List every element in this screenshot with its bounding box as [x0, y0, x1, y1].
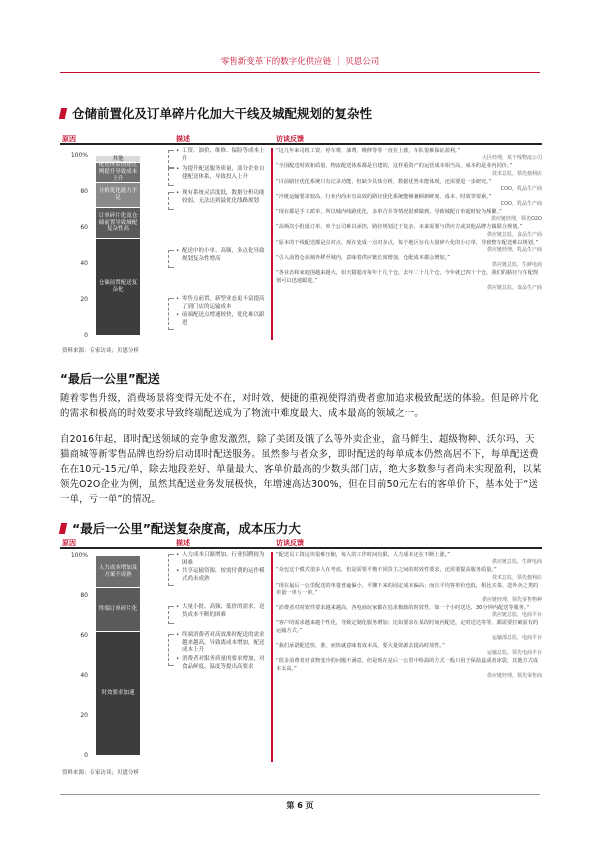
- page-number: 第 6 页: [286, 801, 314, 810]
- section3-header-rule: [60, 547, 542, 549]
- page-header: 零售新变革下的数字化供应链 ｜ 贝恩公司: [220, 57, 380, 67]
- description-group: [176, 148, 268, 164]
- section1-title: [60, 104, 372, 122]
- quote-item: [276, 148, 542, 162]
- section1-header-rule: [60, 143, 542, 145]
- section1-stacked-bar: [96, 156, 140, 336]
- description-item: • 零售点前置，新型业态更丰富提高了到门店的运输成本: [176, 296, 268, 311]
- quote-source: 运输部总监，电商平台: [491, 634, 542, 641]
- quote-text: “我们承诺配送快，准，而快就意味着成本高，要大量资源去提高时效性。”: [276, 642, 445, 649]
- quote-text: “这几年来司机工资、停车费、油费、维修等等一直在上涨，车队很难保证盈利。”: [276, 148, 461, 154]
- bar-segment: 订单碎片化及仓储前置导致城配复杂性高: [96, 208, 140, 239]
- section1-quote-bar: [271, 148, 273, 340]
- description-item: • 大量小批、高频、低价的需求，送货成本不断的困难: [176, 604, 268, 619]
- quote-item: [276, 255, 542, 269]
- title-marker-icon: [59, 523, 67, 534]
- section1-title-text: 仓储前置化及订单碎片化加大干线及城配规划的复杂性: [72, 106, 373, 121]
- quote-item: [276, 620, 542, 642]
- description-group: [176, 552, 268, 585]
- quote-item: [276, 163, 542, 177]
- quote-source: 供应链总监，食品生产商: [486, 284, 542, 291]
- description-group: [176, 632, 268, 672]
- y-tick-label: 60: [80, 224, 88, 231]
- quote-source: 技术总监，领先便利店: [491, 170, 542, 177]
- section1-source: 资料来源：专家访谈；贝恩分析: [62, 348, 140, 354]
- section2-paragraph2: 自2016年起，即时配送领域的竞争愈发激烈，除了美团及饿了么等外卖企业，盒马鲜生、超级物种、沃尔玛、天猫商城等新零售品牌也纷纷启动即时配送服务。虽然参与者众多，即时配送的每单成本仍然高居不下，每单配送费在在10元-15元/单，除去地段差好、单量最大、客单价最高的少数头部门店，绝大多数参与者尚未实现盈利，以某领先O2O企业为例，虽然其配送业务发展极快，年增速高达300%，但在目前50元左右的客单价下，基本处于“送一单，亏一单”的情况。: [60, 434, 542, 506]
- bar-segment: 配送体系创建比例提升导致成本上升: [96, 163, 140, 183]
- quote-source: 供应链总监，生鲜电商: [491, 262, 542, 269]
- col-head-reason: 原因: [62, 539, 76, 547]
- description-bracket: [168, 554, 174, 586]
- section3-stacked-bar: [96, 556, 140, 756]
- quote-text: “很多消费者对食物变冷的问题不满意，但是现在是后一公里中检温的方式一般只用于保温盒或者冰袋，其他方式成本太高。”: [276, 658, 539, 672]
- y-tick-label: 20: [80, 712, 88, 719]
- y-tick-label: 100%: [70, 552, 88, 559]
- description-group: [176, 166, 268, 182]
- description-bracket: [168, 298, 174, 330]
- description-item: • 终端消费者对高效准时配送的需求越来越高，导致离成本增加，配送成本上升: [176, 632, 268, 655]
- quote-text: “客户的需求越来越个性化，导致定制化服务增加；比如要求在某段时间内配送，定时送达等等，都需要打破原有的运输方式。”: [276, 620, 539, 634]
- quote-source: 供应链经理，领先零售商: [486, 672, 542, 679]
- section3-quote-bar: [271, 552, 273, 762]
- y-tick-label: 80: [80, 592, 88, 599]
- quote-item: [276, 240, 542, 254]
- quote-item: [276, 209, 542, 223]
- description-group: [176, 296, 268, 329]
- quote-item: [276, 605, 542, 619]
- quote-text: “消费者对时效性要求越来越高，各电商玩家都在追求极致的时效性，如一个小时送达、30分钟内配送等服务。”: [276, 605, 530, 612]
- section3-title: [60, 519, 301, 537]
- quote-item: [276, 179, 542, 193]
- section3-quotes: [276, 552, 542, 681]
- description-group: [176, 190, 268, 206]
- quote-item: [276, 583, 542, 605]
- section2-paragraph1: 随着零售升级，消费场景将变得无处不在，对时效、便捷的重视使得消费者愈加追求极致配送的体验。但是碎片化的需求和极高的时效要求导致终端配送成为了物流中难度最大、成本最高的领域之一。: [60, 393, 539, 420]
- quote-text: “现在都是手工派单，所以城内线路优化，多单合并等情况很难做到，导致城配订单超时较为频繁。”: [276, 209, 502, 216]
- y-tick-label: 60: [80, 632, 88, 639]
- quote-text: “现在最后一公里配送的单量普遍偏小，平摊下来的固定成本偏高；而且平均客单价也低，相比买菜、送外卖之类的单量一单亏一单。”: [276, 582, 539, 596]
- col-head-feedback: 访谈反馈: [276, 135, 304, 143]
- bar-segment: 终端订单碎片化: [96, 588, 140, 632]
- section3-title-text: “最后一公里”配送复杂度高，成本压力大: [72, 521, 301, 536]
- description-group: [176, 248, 268, 264]
- y-tick-label: 40: [80, 260, 88, 267]
- description-item: • 人力成本日渐增加，行业招聘较为困难: [176, 552, 268, 567]
- section1-quotes: [276, 148, 542, 293]
- quote-source: 运输总监，领先电商平台: [486, 650, 542, 657]
- col-head-reason: 原因: [62, 135, 76, 143]
- quote-source: COO，乳品生产商: [500, 185, 542, 192]
- quote-text: “冷链运输要求较高，行业内尚未有高效的路径优化系统能够兼顾新鲜度、成本、时效等要素。”: [276, 193, 492, 200]
- quote-source: 供应链经理，领先O2O: [490, 216, 542, 223]
- quote-item: [276, 567, 542, 581]
- description-bracket: [168, 150, 174, 168]
- col-head-desc: 描述: [176, 135, 190, 143]
- quote-text: “配送员工资这块很难压缩，每人的工作时间有限，人力成本还在不断上涨。”: [276, 552, 450, 558]
- quote-text: “原本的干线配送都是点对点，现在变成一点对多点，每个地区存在大量碎片化的小订单，导致整车配送难以规划。”: [276, 239, 539, 246]
- quote-item: [276, 224, 542, 238]
- description-item: • 共享运输资源，按需付费的运作模式尚未成熟: [176, 568, 268, 583]
- description-bracket: [168, 168, 174, 186]
- description-item: • 配送中的小单、高频、多点化导致规划复杂性增高: [176, 248, 268, 263]
- quote-source: 供应链总监，食品生产商: [486, 231, 542, 238]
- bar-segment: 其他: [96, 156, 140, 163]
- quote-item: [276, 658, 542, 680]
- footer-divider: [60, 794, 540, 795]
- quote-item: [276, 643, 542, 657]
- bar-segment: 分析优化能力不足: [96, 183, 140, 208]
- description-item: • 现有系统灵活度低，数据分析功能较弱，无法达到最优化线路规划: [176, 190, 268, 205]
- bar-segment: 人力成本增加及方案不成熟: [96, 556, 140, 588]
- quote-text: “目前路径优化系统只有记录功能，但缺少具体分析，数据优势未能体现，还需要进一步研究。”: [276, 178, 492, 185]
- description-bracket: [168, 606, 174, 624]
- quote-item: [276, 552, 542, 566]
- quote-text: “全国配送时效和质量，物流配送体系都是自建的，这样重资产的运营成本相当高，成本约是业内同价。”: [276, 163, 513, 170]
- y-tick-label: 0: [84, 752, 88, 759]
- y-tick-label: 40: [80, 672, 88, 679]
- quote-text: “高频次小批量订单，单个公司难以承担，路径规划过于复杂，未来需要与供应方或其他品牌方做联合规划。”: [276, 224, 523, 231]
- description-bracket: [168, 250, 174, 268]
- description-group: [176, 604, 268, 620]
- quote-source: 供应链总监，电商平台: [491, 612, 542, 619]
- col-head-feedback: 访谈反馈: [276, 539, 304, 547]
- header-divider: [60, 72, 540, 73]
- quote-text: “引入前置仓从城外移至城内，意味着供应链长度增加，仓配成本都会增加。”: [276, 254, 450, 261]
- y-tick-label: 80: [80, 188, 88, 195]
- description-bracket: [168, 634, 174, 666]
- title-marker-icon: [59, 108, 67, 119]
- bar-segment: 时效要求加速: [96, 632, 140, 756]
- quote-source: 供应链经理，领先零售物种: [481, 597, 542, 604]
- bar-segment: 仓储前置配送复杂化: [96, 239, 140, 336]
- section3-source: 资料来源：专家访谈；贝恩分析: [62, 770, 140, 776]
- y-tick-label: 0: [84, 332, 88, 339]
- quote-source: 大区经理，某干线物流公司: [481, 155, 542, 162]
- quote-source: COO，乳品生产商: [500, 201, 542, 208]
- section2-title: “最后一公里”配送: [60, 372, 160, 386]
- y-tick-label: 20: [80, 296, 88, 303]
- y-tick-label: 100%: [70, 152, 88, 159]
- description-item: • 消费者对服务质量的要求增加，对食品鲜度、温度等提出高要求: [176, 656, 268, 671]
- quote-item: [276, 194, 542, 208]
- quote-source: 供应链经理，乳品生产商: [486, 246, 542, 253]
- col-head-desc: 描述: [176, 539, 190, 547]
- description-item: • 为提升配送服务质量，部分企业自建配送体系，导致投入上升: [176, 166, 268, 181]
- description-bracket: [168, 192, 174, 210]
- quote-source: 供应链总监，生鲜电商: [491, 559, 542, 566]
- quote-source: 技术总监，领先便利店: [491, 574, 542, 581]
- quote-text: “各业态和家庭围越来越大，如天猫超市每年十几个仓，去年二十几个仓，今年就已四十个仓，我们的路径与车配规划可以迅速跟进。”: [276, 270, 539, 284]
- description-item: • 工资、油价、维修、保险等成本上升: [176, 148, 268, 163]
- quote-text: “众包这个模式很多人在考虑，但是需要平衡不同货主之间的时效性要求，还需要提高服务质量。”: [276, 567, 497, 574]
- description-item: • 前端配送点增速较快，优化难以跟进: [176, 312, 268, 327]
- quote-item: [276, 270, 542, 292]
